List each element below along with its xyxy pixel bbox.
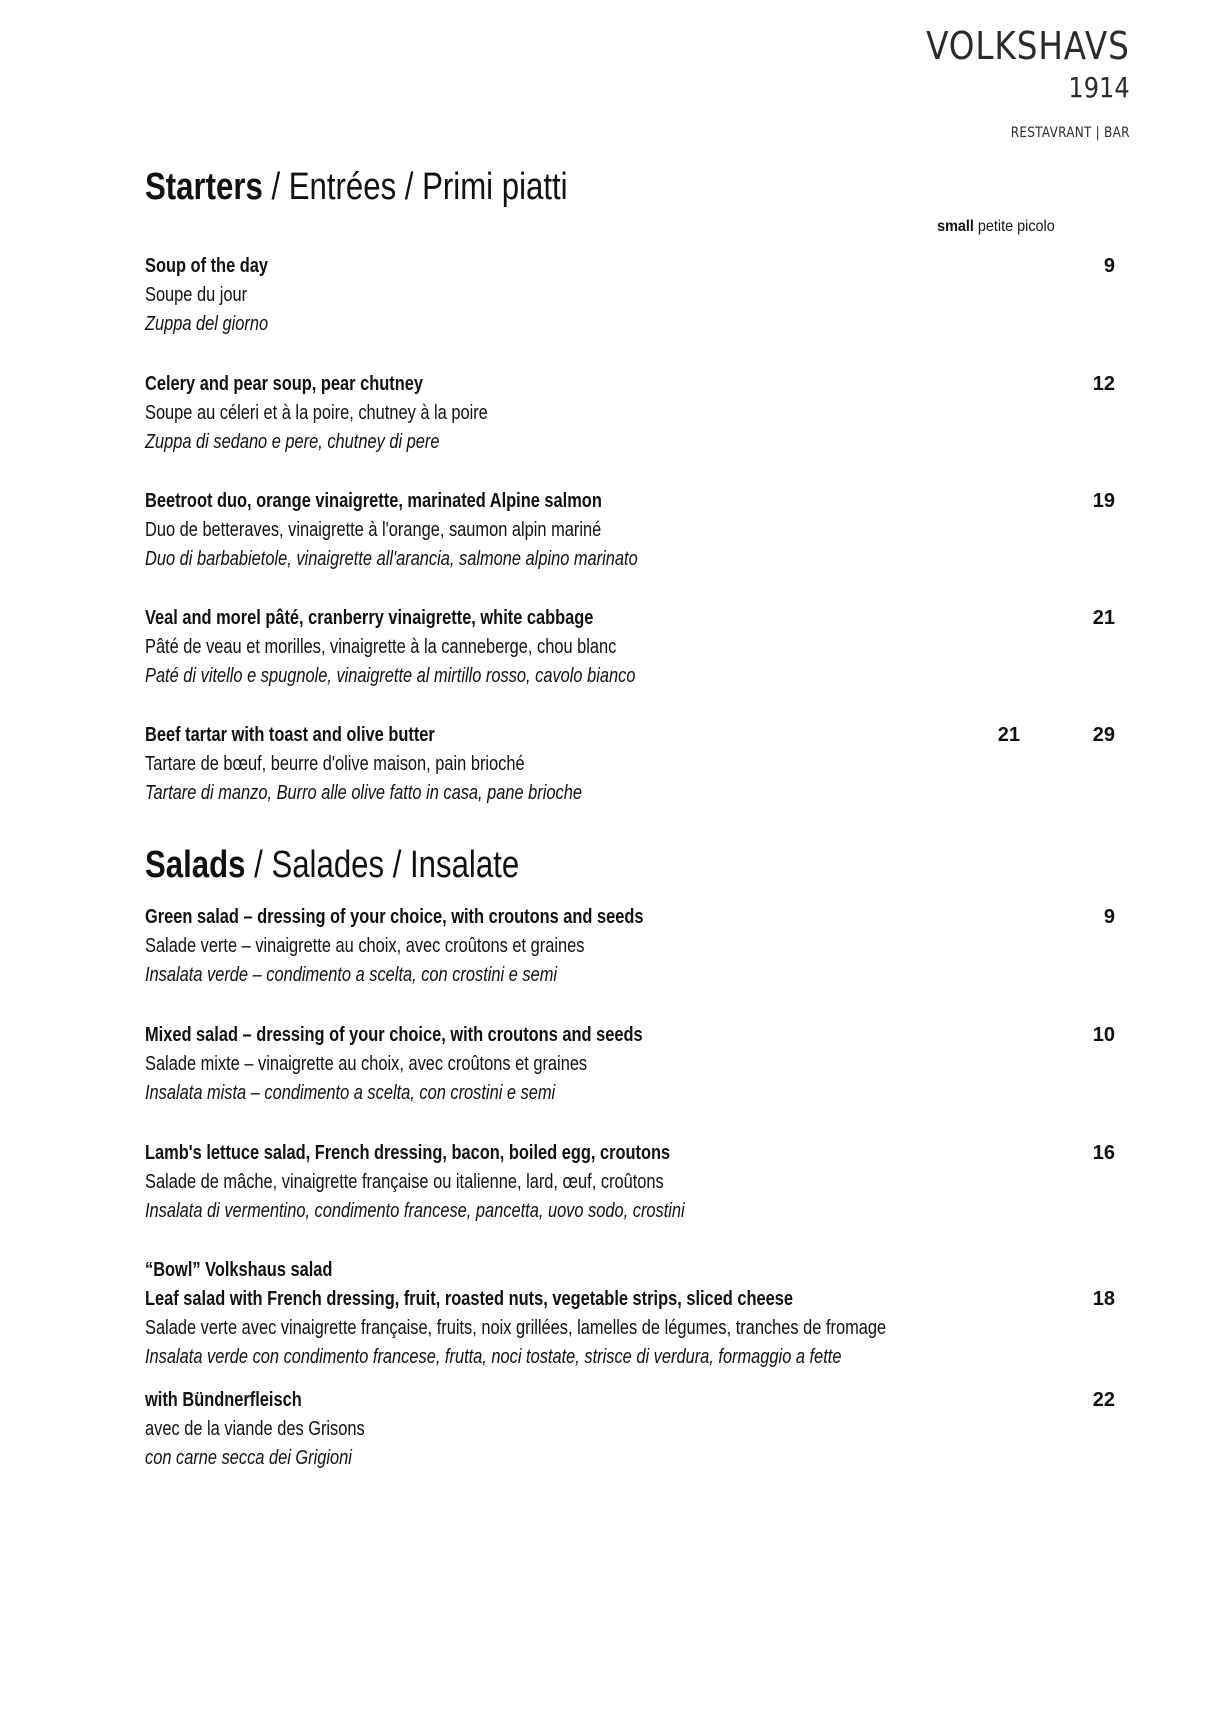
starters-title-rest: / Entrées / Primi piatti — [262, 166, 568, 208]
menu-item — [145, 1021, 1115, 1108]
item-name-it: Paté di vitello e spugnole, vinaigrette al mirtillo rosso, cavolo bianco — [145, 665, 636, 687]
item-name-it: Insalata verde con condimento francese, frutta, noci tostate, strisce di verdura, formaggio a fette — [145, 1346, 842, 1368]
item-name-en: Soup of the day — [145, 255, 268, 277]
salads-title — [145, 842, 519, 888]
bowl-name: “Bowl” Volkshaus salad — [145, 1259, 333, 1281]
brand-name: VOLKSHAVS — [926, 24, 1130, 68]
brand-year: 1914 — [1068, 71, 1130, 104]
item-name-en: Beef tartar with toast and olive butter — [145, 724, 435, 746]
item-name-fr: Salade mixte – vinaigrette au choix, avec croûtons et graines — [145, 1053, 588, 1075]
restaurant-logo — [893, 24, 1130, 142]
item-name-en: Green salad – dressing of your choice, with croutons and seeds — [145, 906, 644, 928]
item-name-en: Veal and morel pâté, cranberry vinaigrette, white cabbage — [145, 607, 594, 629]
item-price: 18 — [1092, 1288, 1115, 1310]
item-name-en: Beetroot duo, orange vinaigrette, marinated Alpine salmon — [145, 490, 602, 512]
item-name-it: Duo di barbabietole, vinaigrette all'arancia, salmone alpino marinato — [145, 548, 638, 570]
menu-item — [145, 252, 1115, 339]
item-price: 9 — [1103, 255, 1115, 277]
item-name-fr: avec de la viande des Grisons — [145, 1418, 365, 1440]
item-price: 21 — [1092, 607, 1115, 629]
menu-item — [145, 721, 1115, 808]
starters-title — [145, 164, 568, 210]
item-name-fr: Soupe du jour — [145, 284, 248, 306]
item-name-it: Insalata di vermentino, condimento francese, pancetta, uovo sodo, crostini — [145, 1200, 685, 1222]
menu-item-bowl — [145, 1256, 1115, 1372]
portion-size-header — [937, 218, 1055, 236]
item-name-it: con carne secca dei Grigioni — [145, 1447, 352, 1469]
menu-item — [145, 1139, 1115, 1226]
item-price: 19 — [1092, 490, 1115, 512]
item-price: 12 — [1092, 373, 1115, 395]
item-price: 29 — [1092, 724, 1115, 746]
portion-size-header-rest: petite picolo — [974, 218, 1055, 235]
menu-item — [145, 370, 1115, 457]
item-name-fr: Pâté de veau et morilles, vinaigrette à la canneberge, chou blanc — [145, 636, 617, 658]
item-price: 9 — [1103, 906, 1115, 928]
item-name-fr: Duo de betteraves, vinaigrette à l'orange, saumon alpin mariné — [145, 519, 602, 541]
item-name-fr: Soupe au céleri et à la poire, chutney à la poire — [145, 402, 488, 424]
item-name-en: Lamb's lettuce salad, French dressing, bacon, boiled egg, croutons — [145, 1142, 671, 1164]
item-price: 10 — [1092, 1024, 1115, 1046]
item-name-it: Insalata verde – condimento a scelta, con crostini e semi — [145, 964, 558, 986]
item-name-it: Zuppa di sedano e pere, chutney di pere — [145, 431, 440, 453]
item-name-fr: Salade verte – vinaigrette au choix, avec croûtons et graines — [145, 935, 585, 957]
portion-size-header-bold: small — [937, 218, 975, 235]
item-name-fr: Salade de mâche, vinaigrette française ou italienne, lard, œuf, croûtons — [145, 1171, 664, 1193]
starters-title-bold: Starters — [145, 166, 263, 208]
item-name-it: Insalata mista – condimento a scelta, con crostini e semi — [145, 1082, 556, 1104]
item-price: 22 — [1092, 1389, 1115, 1411]
salads-title-bold: Salads — [145, 844, 246, 886]
item-name-it: Tartare di manzo, Burro alle olive fatto in casa, pane brioche — [145, 782, 582, 804]
brand-subtitle: RESTAVRANT | BAR — [1011, 125, 1130, 141]
item-name-fr: Salade verte avec vinaigrette française, fruits, noix grillées, lamelles de légumes, tranches de fromage — [145, 1317, 887, 1339]
menu-item — [145, 903, 1115, 990]
item-name-fr: Tartare de bœuf, beurre d'olive maison, pain brioché — [145, 753, 525, 775]
item-name-en: Celery and pear soup, pear chutney — [145, 373, 423, 395]
salads-title-rest: / Salades / Insalate — [245, 844, 520, 886]
menu-item — [145, 604, 1115, 691]
item-price: 16 — [1092, 1142, 1115, 1164]
item-name-it: Zuppa del giorno — [145, 313, 269, 335]
item-price-small: 21 — [997, 724, 1020, 746]
item-name-en: Mixed salad – dressing of your choice, with croutons and seeds — [145, 1024, 643, 1046]
item-name-en: with Bündnerfleisch — [145, 1389, 302, 1411]
menu-item — [145, 487, 1115, 574]
menu-item-addon — [145, 1386, 1115, 1473]
item-name-en: Leaf salad with French dressing, fruit, roasted nuts, vegetable strips, sliced cheese — [145, 1288, 794, 1310]
